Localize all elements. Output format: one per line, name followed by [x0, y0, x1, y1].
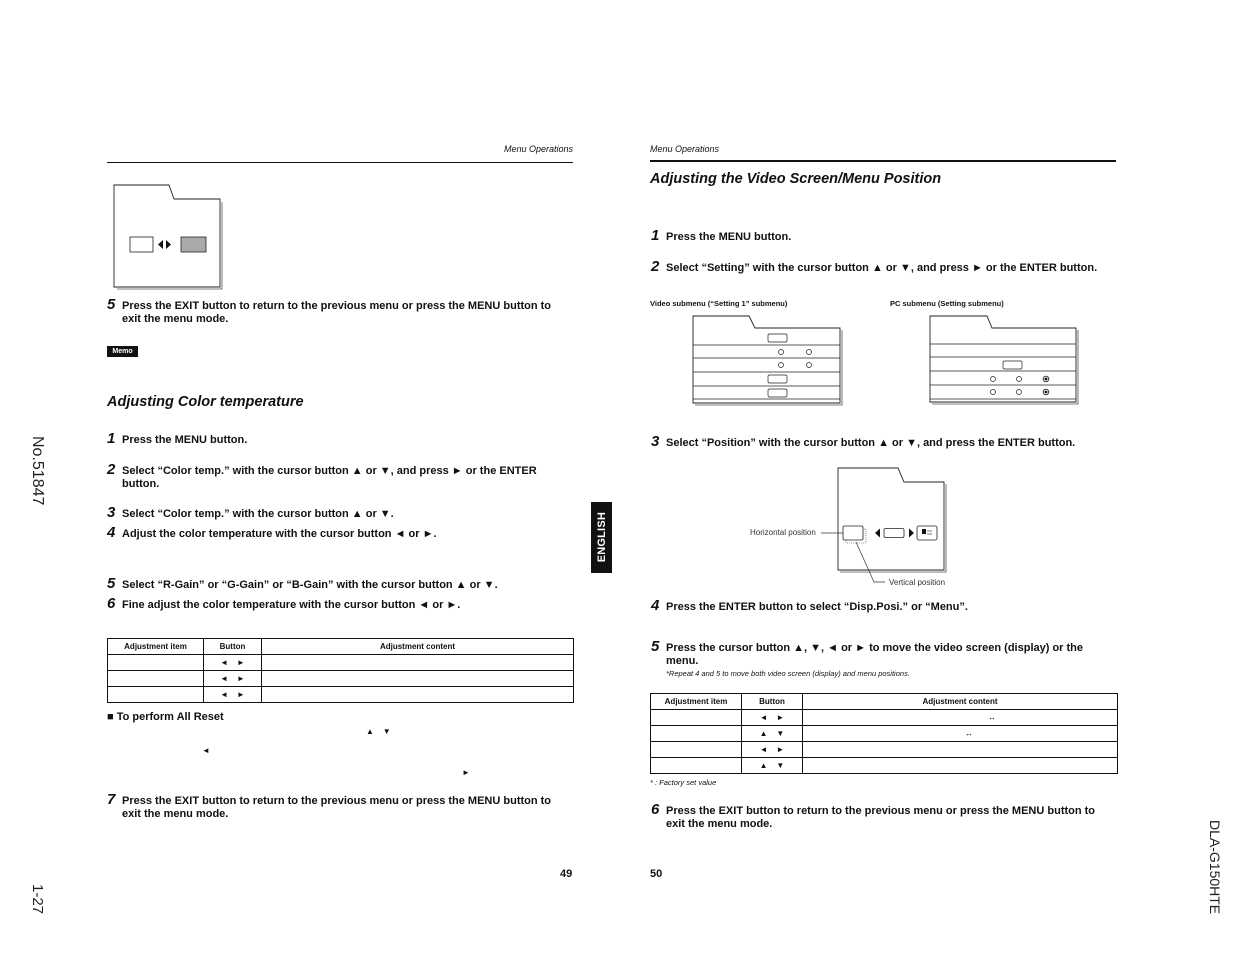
table-cell: ↔	[803, 726, 1118, 742]
position-table	[650, 693, 1118, 774]
table-cell: ▲ ▼	[742, 758, 803, 774]
menu-icon-mark	[922, 529, 926, 534]
left-header-rule	[107, 162, 573, 163]
display-position-icon	[843, 526, 863, 540]
step-text: Press the cursor button ▲, ▼, ◄ or ► to move the video screen (display) or the menu.	[666, 642, 1084, 667]
step-number: 2	[107, 461, 116, 478]
step-text: Press the EXIT button to return to the previous menu or press the MENU button to exit the menu mode.	[122, 795, 552, 820]
table-header: Adjustment item	[108, 639, 204, 655]
menu-position-icon	[917, 526, 937, 540]
option-radio	[807, 363, 812, 368]
left-page-header: Menu Operations	[503, 144, 573, 154]
adjusted-value-box	[181, 237, 206, 252]
position-value-box	[884, 529, 904, 538]
horizontal-position-label: Horizontal position	[750, 528, 816, 537]
language-tab	[591, 502, 612, 573]
table-cell	[108, 687, 204, 703]
option-radio	[807, 350, 812, 355]
value-box	[768, 375, 787, 383]
step-number: 1	[651, 227, 660, 244]
step-number: 3	[651, 433, 660, 450]
table-row	[108, 671, 574, 687]
option-radio	[1017, 377, 1022, 382]
table-cell	[803, 758, 1118, 774]
step-number: 4	[651, 597, 660, 614]
table-cell	[651, 742, 742, 758]
option-radio	[1017, 390, 1022, 395]
table-header: Button	[742, 694, 803, 710]
folder-outline	[930, 316, 1076, 402]
footnote: * : Factory set value	[650, 778, 717, 787]
memo-badge: Memo	[107, 346, 138, 357]
table-cell	[651, 726, 742, 742]
step-text: Press the EXIT button to return to the previous menu or press the MENU button to exit the menu mode.	[666, 805, 1096, 830]
video-submenu-diagram	[692, 314, 844, 408]
step-text: Press the EXIT button to return to the previous menu or press the MENU button to exit the menu mode.	[122, 300, 552, 325]
table-cell	[262, 655, 574, 671]
value-box	[1003, 361, 1022, 369]
vertical-position-label: Vertical position	[889, 578, 946, 587]
option-radio	[991, 390, 996, 395]
step-text: Press the MENU button.	[666, 231, 792, 243]
step-number: 5	[107, 296, 116, 313]
table-header: Adjustment content	[262, 639, 574, 655]
table-cell: ↔	[803, 710, 1118, 726]
table-cell: ◄ ►	[204, 687, 262, 703]
table-cell	[651, 710, 742, 726]
step-number: 6	[107, 595, 116, 612]
folder-outline	[838, 468, 944, 570]
pc-submenu-diagram	[929, 314, 1081, 408]
page-number: 49	[560, 868, 573, 880]
folder-outline	[114, 185, 220, 287]
section-title: Adjusting the Video Screen/Menu Position	[650, 171, 942, 187]
step-text: Select “Position” with the cursor button ▲ or ▼, and press the ENTER button.	[666, 437, 1076, 449]
table-row	[108, 687, 574, 703]
current-value-box	[130, 237, 153, 252]
option-radio	[991, 377, 996, 382]
document-number: No.51847	[29, 436, 46, 506]
step-text: Fine adjust the color temperature with the cursor button ◄ or ►.	[122, 599, 461, 611]
table-cell: ◄ ►	[204, 671, 262, 687]
model-name: DLA-G150HTE	[1207, 820, 1223, 915]
table-cell	[651, 758, 742, 774]
table-header: Button	[204, 639, 262, 655]
table-cell: ◄ ►	[204, 655, 262, 671]
reset-arrow-mark: ◄	[202, 746, 210, 755]
step-number: 6	[651, 801, 660, 818]
language-tab-label: ENGLISH	[595, 512, 608, 563]
right-header-rule	[650, 160, 1116, 162]
step-text: Select “Color temp.” with the cursor button ▲ or ▼, and press ► or the ENTER button.	[122, 465, 537, 490]
section-title: Adjusting Color temperature	[107, 394, 304, 410]
color-temp-table	[107, 638, 574, 703]
table-row	[651, 758, 1118, 774]
all-reset-title: ■ To perform All Reset	[107, 711, 224, 723]
table-cell	[803, 742, 1118, 758]
table-row	[108, 655, 574, 671]
table-header: Adjustment item	[651, 694, 742, 710]
step-text: Select “Setting” with the cursor button ▲ or ▼, and press ► or the ENTER button.	[666, 262, 1098, 274]
option-radio	[779, 363, 784, 368]
step-number: 7	[107, 791, 116, 808]
position-menu-diagram	[740, 462, 950, 592]
table-cell	[262, 671, 574, 687]
table-row	[651, 742, 1118, 758]
step-number: 4	[107, 524, 116, 541]
reset-arrow-marks: ▲ ▼	[366, 727, 391, 736]
step-text: Select “R-Gain” or “G-Gain” or “B-Gain” with the cursor button ▲ or ▼.	[122, 579, 498, 591]
pc-submenu-label: PC submenu (Setting submenu)	[890, 299, 1004, 308]
color-temp-menu-diagram	[112, 183, 224, 291]
step-note: *Repeat 4 and 5 to move both video screen (display) and menu positions.	[666, 669, 910, 678]
table-cell	[108, 671, 204, 687]
step-number: 3	[107, 504, 116, 521]
step-text: Adjust the color temperature with the cursor button ◄ or ►.	[122, 528, 437, 540]
page-code: 1-27	[29, 884, 46, 915]
table-header-row	[651, 694, 1118, 710]
step-text: Press the MENU button.	[122, 434, 248, 446]
folder-outline	[693, 316, 840, 403]
step-text: Select “Color temp.” with the cursor button ▲ or ▼.	[122, 508, 394, 520]
value-box	[768, 334, 787, 342]
table-cell: ▲ ▼	[742, 726, 803, 742]
table-cell	[262, 687, 574, 703]
reset-arrow-mark: ►	[462, 768, 470, 777]
table-header-row	[108, 639, 574, 655]
step-text: Press the ENTER button to select “Disp.Posi.” or “Menu”.	[666, 601, 968, 613]
table-row	[651, 710, 1118, 726]
table-header: Adjustment content	[803, 694, 1118, 710]
table-row	[651, 726, 1118, 742]
step-number: 5	[107, 575, 116, 592]
video-submenu-label: Video submenu (“Setting 1” submenu)	[650, 299, 788, 308]
step-number: 2	[651, 258, 660, 275]
option-radio-dot	[1045, 378, 1048, 381]
step-number: 5	[651, 638, 660, 655]
page-number: 50	[650, 868, 663, 880]
value-box	[768, 389, 787, 397]
step-number: 1	[107, 430, 116, 447]
table-cell: ◄ ►	[742, 710, 803, 726]
option-radio	[779, 350, 784, 355]
table-cell	[108, 655, 204, 671]
table-cell: ◄ ►	[742, 742, 803, 758]
right-page-header: Menu Operations	[650, 144, 720, 154]
option-radio-dot	[1045, 391, 1048, 394]
